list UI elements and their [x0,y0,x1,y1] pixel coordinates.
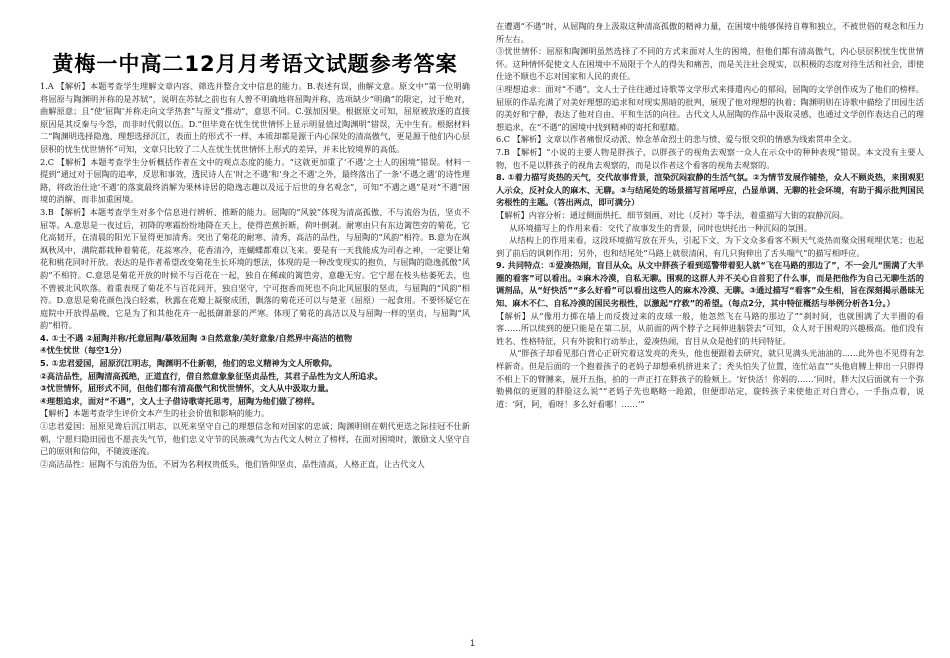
answer-paragraph: 2.C 【解析】本题考查学生分析概括作者在文中的观点态度的能力。“这就更加重了‘不遇’之士人的困境”错误。材料一提到“通过对于屈陶的追率，反思和事效，透民诗人在‘时之不遇’和‘身之不遇’之外，最终落出了一条‘不遇之遇’的诗性理路，将政治仕途‘不遇’的落寞最终消解为果林诗居的隐逸志趣以及远于后世的身名观念”，可知“不遇之遇”是对“不遇”困境的消解，而非加重困境。 [40,156,470,205]
answer-paragraph: ②高洁品性，屈陶清高孤绝，正道直行，借自然意象象征坚贞品性，其君子品性为文人所追求。 [40,370,383,381]
answer-paragraph: 从结构上的作用来看，这段环境描写放在开头，引起下文，为下文众多看客不顾天气炎热而聚众围观埋伏笔；也起到了前后的讽刺作用；另外，也和结尾处“马路上就很清闲，有几只狗伸出了舌头喘气”的描写相呼应。 [496,235,924,258]
answer-paragraph: ③忧世情怀：屈原和陶渊明虽然选择了不同的方式来面对人生的困境，但他们都有清高傲气，内心层层积忧生忧世情怀。这种情怀促使文人在困境中不局限于个人的得失和痛苦，而是关注社会现实，以积极的态度对待生活和社会，即使仕途不顺也不忘对国家和人民的责任。 [496,46,924,82]
left-column [40,80,470,470]
answer-paragraph: 从“胖孩子却看见那白背心正研究着这发亮的秃头，他也便跟着去研究，就只见满头光油油的……此外也不见得有怎样新奇。但是后面的一个抱着孩子的老妈子却想乘机挤进来了；秃头怕失了位置，连忙站直”“头他肩膊上伸出一只胖得不相上下的臂膊来，展开五指，拍的一声正打在胖孩子的脸颊上。‘好快活！你妈的……’同时，胖大汉后面就有一个弥勒佛似的更圆的胖脸这么说”“老妈子先也略略一跄踉，但便即站定，旋转孩子来使他正对白背心，一手指点着，说道：‘阿，阿，看呀！多么好看哪！……’” [496,348,924,409]
answer-paragraph: 4. ①士不遇 ②屈陶并称/托意屈陶/摹效屈陶 ③自然意象/美好意象/自然界中高洁的植物 [40,332,353,343]
answer-paragraph: 5. ①忠君爱国，屈原沉江明志，陶渊明不仕新朝，他们的忠义精神为文人所歌仰。 [40,358,337,369]
answer-paragraph: 3.B 【解析】本题考查学生对多个信息进行辨析、推断的能力。屈陶的“风貌”体现为清高孤傲、不与流俗为伍，坚贞不屈等。A.意思是一夜过后，初降的寒霜纷纷地降在天上，使得芭蕉折断，荷叶倒剥。耐寒由只有东边篱笆旁的菊花，它化高韧开，在清晨的阳光下显得更加清秀。突出了菊花的耐寒、清秀，高洁的品性，与屈陶的“风韵”相符。B.意为在飒飒秋风中，满院都栽种着菊花，花蕊寒冷，花香清冷，连蝴蝶都难以飞来。要是有一天我能成为司春之神，一定要让菊花和桃花同时开放。表达的是作者希望改变菊花生长环境的想法，体现的是一种改变现实的抱负，与屈陶的隐逸孤傲“风韵”不相符。C.意思是菊花开放的时候不与百花在一起，独自在稀疏的篱笆旁，意趣无穷。它宁愿在枝头枯萎死去，也不曾被北风吹落。着重表现了菊花不与百花同开，独自坚守，宁可抱香而死也不向北风屈服的坚贞，与屈陶的“风韵”相符。D.意思是菊花颜色浅白轻素，秋露在花瓣上凝聚成团，飘落的菊花还可以与楚亚（屈原）一起食用。不要怀疑它在庭院中开放得晶晚，它是为了和其他花卉一起抵御萧瑟的严寒。体现了菊花的高洁以及与屈陶一样的坚贞，与屈陶“风韵”相符。 [40,206,470,331]
answer-paragraph: ①忠君爱国：屈原见谗后沉江明志，以死来坚守自己的理想信念和对国家的忠诚；陶渊明则在朝代更迭之际挂冠不仕新朝，宁愿归隐田园也不愿丧失气节，他们忠义守节的民族魂气为古代文人树立了榜样，在面对困境时，激励文人坚守自己的原则和信仰，不随波逐流。 [40,421,470,457]
answer-paragraph: 9. 共同特点：①爱凑热闹，盲目从众。从文中胖孩子看到巡警带着犯人就“飞在马路的那边了”，不一会儿“围满了大半圈的看客”可以看出。②麻木冷漠，自私无聊。围观的这群人并不关心自首犯了什么事，而是把他作为自己无聊生活的调剂品，从“好快活”“多么好看”可以看出这些人的麻木冷漠、无聊。③通过描写“看客”众生相，旨在深刻揭示愚昧无知、麻木不仁、自私冷漠的国民劣根性，以激起“疗救”的希望。（每点2分，其中特征概括与举例分析各1分。） [496,260,924,309]
answer-paragraph: 在遭遇“不遇”时，从屈陶的身上汲取这种清高孤傲的精神力量，在困境中能够保持自尊和独立，不被世俗的观念和压力所左右。 [496,21,924,44]
answer-paragraph: ④忧生忧世（每空1分） [40,345,127,356]
answer-paragraph: ③忧世情怀，屈形式不同，但他们都有清高傲气和忧世情怀，文人从中汲取力量。 [40,383,334,394]
answer-paragraph: 【解析】内容分析：通过侧面烘托、细节刻画、对比（反衬）等手法，着重描写大街的寂静沉闷。 [496,209,849,220]
answer-paragraph: 8. ①着力描写炎热的天气，交代故事背景，渲染沉闷寂静的生活气氛。②为情节发展作铺垫，众人不顾炎热，来围观犯人示众，反衬众人的麻木、无聊。③与结尾处的场景描写首尾呼应，凸显单调、无聊的社会环境，有助于揭示批判国民劣根性的主题。（答出两点，即可满分） [496,172,924,208]
answer-paragraph: 7.B 【解析】“小说的主要人物是胖孩子，以胖孩子的视角去观察一众人在示众中的种种表现”错误。本文没有主要人物，也不是以胖孩子的视角去观察的，而是以作者这个看客的视角去观察的。 [496,146,924,170]
page-number: 1 [470,638,476,648]
answer-paragraph: ④理想追求：面对“不遇”，文人士子往往通过诗歌等文学形式来排遣内心的郁闷，屈陶的文学创作成为了他们的榜样。屈原的作品充满了对美好理想的追求和对现实黑暗的批判，展现了他对理想的执着；陶渊明则在诗歌中描绘了田园生活的美好和宁静，表达了他对自由、平和生活的向往。古代文人从屈陶的作品中汲取灵感，也通过文学创作表达自己的理想追求，在“不遇”的困境中找到精神的寄托和慰藉。 [496,83,924,132]
page-title: 黄梅一中高二12月月考语文试题参考答案 [52,52,458,76]
answer-paragraph: ④理想追求，面对“不遇”，文人士子借诗歌寄托思考，屈陶为他们做了榜样。 [40,395,320,406]
answer-paragraph: 从环境描写上的作用来看：交代了故事发生的背景，同时也烘托出一种沉闷的氛围。 [509,222,813,233]
answer-paragraph: 6.C 【解析】文章以作者痛恨反动派、悼念革命烈士的悲与愤、爱与恨交织的情感为线索贯串全文。 [496,134,857,145]
answer-paragraph: 【解析】本题考查学生评价文本产生的社会价值和影响的能力。 [40,408,270,419]
answer-paragraph: 【解析】从“像用力掷在墙上而反拨过来的皮球一般，他忽然飞在马路的那边了”“刹时间，也就围满了大半圈的看客……所以续到的便只能是在第二层，从前面的两个脖子之间伸进脑袋去”可知，众人对于围观的兴趣极高。他们没有姓名、性格特征，只有外貌和行动举止，爱凑热闹，盲目从众是他们的共同特征。 [496,310,924,346]
answer-paragraph: 1.A 【解析】本题考查学生理解文章内容、筛选并整合文中信息的能力。B.表述有误，曲解文意。原文中“第一位明确将屈原与陶渊明并称的是苏轼”，说明在苏轼之前也有人曾不明确地将屈陶并称，选项缺少“明确”的限定，过于绝对，曲解原意；且“使‘屈陶’并称走向文学热套”与原文“推动”，意思不同。C.强加因果。根据原文可知，屈原被放逐的直接原因是其反秦与今怨，而非时代假以伍。D.“但毕竟在忧生忧世情怀上显示明显值过陶渊明”错误，无中生有。根据材料二“陶渊明选择隐逸，理想选择沉江，表面上的形式不一样，本质却都是源于内心深处的清高傲气，更是源于他们内心层层积的忧生忧世情怀”可知，文章只比较了二人在忧生忧世情怀上形式的差异，并未比较境界的高低。 [40,81,470,154]
answer-paragraph: ②高洁品性：屈陶不与流俗为伍，不屑为名利权贵低头，他们皆仰坚贞，品性清高，人格正直，让古代文人 [40,458,425,469]
right-column [496,20,924,410]
